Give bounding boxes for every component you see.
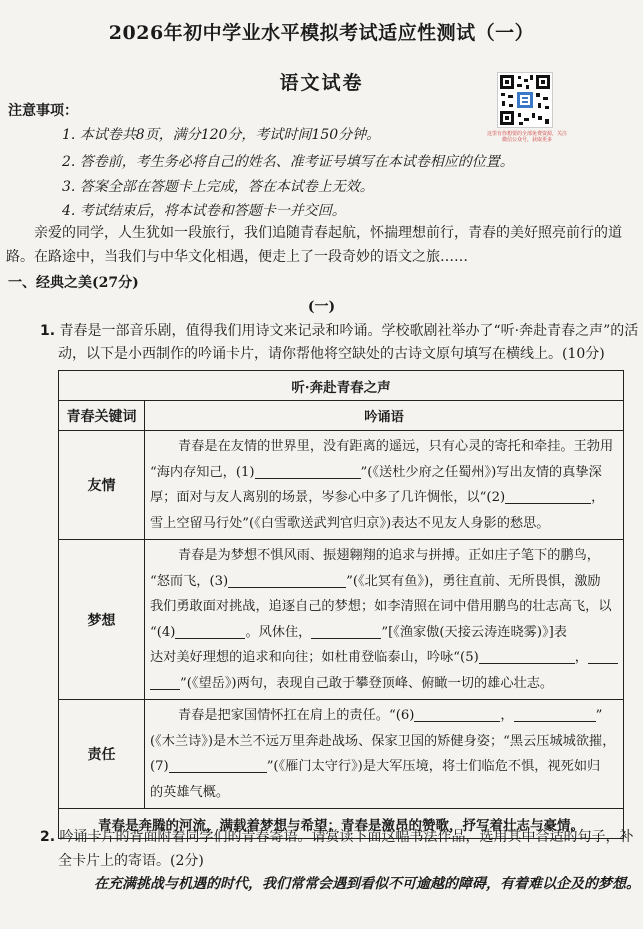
section-heading: 一、经典之美(27分) xyxy=(8,275,139,291)
keyword-cell: 责任 xyxy=(59,700,145,809)
keyword-cell: 友情 xyxy=(59,431,145,540)
question-text: 青春是一部音乐剧，值得我们用诗文来记录和吟诵。学校歌剧社举办了“听·奔赴青春之声”的活 xyxy=(59,323,639,339)
answer-blank-4b[interactable] xyxy=(311,623,381,639)
answer-blank-1[interactable] xyxy=(255,463,361,479)
answer-blank-6a[interactable] xyxy=(414,706,500,722)
recital-card xyxy=(58,370,624,839)
notice-heading: 注意事项： xyxy=(8,103,78,119)
answer-blank-6b[interactable] xyxy=(514,706,596,722)
question-number: 2. xyxy=(40,829,56,845)
keyword-cell: 梦想 xyxy=(59,540,145,700)
answer-blank-5a[interactable] xyxy=(479,648,575,664)
question-text: 吟诵卡片的背面附着同学们的青春寄语。请赏读下面这幅书法作品，选用其中合适的句子，补 xyxy=(59,829,634,845)
recital-cell: 青春是为梦想不惧风雨、振翅翱翔的追求与拼搏。正如庄子笔下的鹏鸟， “怒而飞，(3) ”(《北冥有鱼》)，勇往直前、无所畏惧，激励 我们勇敢面对挑战，追逐自己的梦想；如李清照在词中借用鹏鸟的壮志高飞，以 “(4) 。风休住， ”[《渔家傲(天接云涛连晓雾)》]表 达对美好理想的追求和向往；如杜甫登临泰山，吟咏“(5) ， ”(《望岳》)两句，表现自己敢于攀登顶峰、俯瞰一切的雄心壮志。 xyxy=(145,540,624,700)
card-footer: 青春是奔腾的河流，满载着梦想与希望；青春是激昂的赞歌，抒写着壮志与豪情。 xyxy=(59,809,624,839)
recital-cell: 青春是把家国情怀扛在肩上的责任。“(6) ， ” (《木兰诗》)是木兰不远万里奔赴战场、保家卫国的矫健身姿；“黑云压城城欲摧， (7) ”(《雁门太守行》)是大军压境，将士们临危不惧，视死如归 的英雄气概。 xyxy=(145,700,624,809)
col-header-recital: 吟诵语 xyxy=(145,401,624,431)
notice-item: 4. 考试结束后，将本试卷和答题卡一并交回。 xyxy=(62,203,346,219)
recital-cell: 青春是在友情的世界里，没有距离的遥远，只有心灵的寄托和牵挂。王勃用 “海内存知己，(1) ”(《送杜少府之任蜀州》)写出友情的真挚深 厚；面对与友人离别的场景，岑参心中多了几许惆怅，以“(2) ， 雪上空留马行处”(《白雪歌送武判官归京》)表达不见友人身影的愁思。 xyxy=(145,431,624,540)
col-header-keyword: 青春关键词 xyxy=(59,401,145,431)
answer-blank-3[interactable] xyxy=(228,572,346,588)
table-row xyxy=(59,540,624,700)
qr-caption: 这里有你想要的全部免费资源，关注微信公众号，获取更多 xyxy=(486,131,567,143)
calligraphy-text: 在充满挑战与机遇的时代，我们常常会遇到看似不可逾越的障碍，有着难以企及的梦想。 xyxy=(94,876,640,892)
question-1 xyxy=(40,320,638,340)
question-number: 1. xyxy=(40,323,56,339)
notice-item: 3. 答案全部在答题卡上完成，答在本试卷上无效。 xyxy=(62,179,374,195)
qr-code-icon xyxy=(497,72,553,128)
table-row xyxy=(59,700,624,809)
exam-title: 2026年初中学业水平模拟考试适应性测试（一） xyxy=(108,22,535,44)
exam-subject: 语文试卷 xyxy=(279,72,364,94)
notice-item: 2. 答卷前，考生务必将自己的姓名、准考证号填写在本试卷相应的位置。 xyxy=(62,154,514,170)
intro-line: 路。在路途中，当我们与中华文化相遇，便走上了一段奇妙的语文之旅…… xyxy=(6,249,468,265)
answer-blank-2[interactable] xyxy=(505,488,591,504)
answer-blank-7[interactable] xyxy=(169,757,267,773)
question-text-cont: 全卡片上的寄语。(2分) xyxy=(58,853,204,869)
part-label: (一) xyxy=(307,299,336,315)
answer-blank-5b[interactable] xyxy=(588,648,618,664)
question-2 xyxy=(40,826,634,846)
question-text-cont: 动，以下是小西制作的吟诵卡片，请你帮他将空缺处的古诗文原句填写在横线上。(10分) xyxy=(58,346,605,362)
intro-line: 亲爱的同学，人生犹如一段旅行，我们追随青春起航，怀揣理想前行，青春的美好照亮前行的道 xyxy=(34,225,622,241)
answer-blank-5c[interactable] xyxy=(150,674,180,690)
answer-blank-4a[interactable] xyxy=(175,623,245,639)
table-row xyxy=(59,431,624,540)
card-title: 听·奔赴青春之声 xyxy=(59,371,624,401)
notice-item: 1. 本试卷共8页，满分120分，考试时间150分钟。 xyxy=(62,127,381,143)
